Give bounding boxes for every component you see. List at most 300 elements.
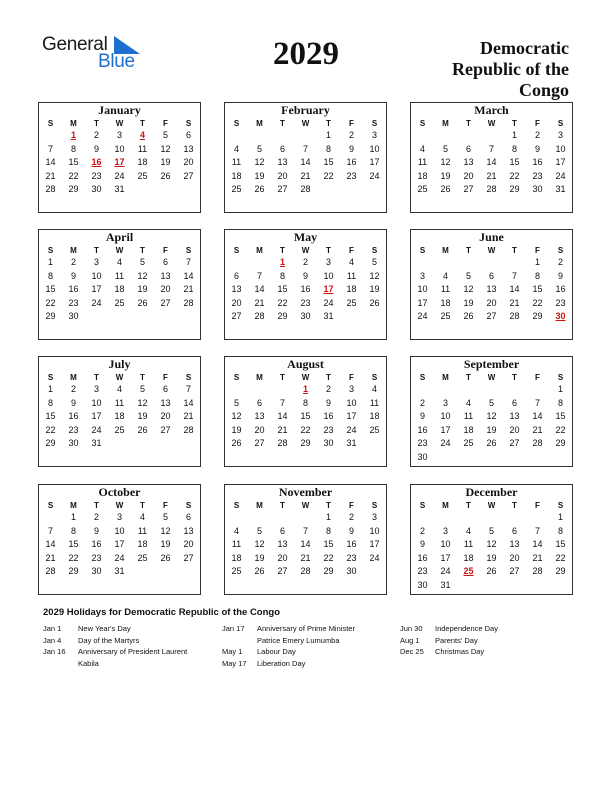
holiday-day-cell: 4 [139, 130, 145, 140]
day-cell: 30 [68, 311, 79, 322]
country-line: Democratic [480, 38, 569, 58]
week-row [39, 270, 200, 284]
day-cell: 20 [486, 297, 497, 308]
day-cell: 14 [486, 157, 497, 168]
weekday-label: F [163, 119, 168, 128]
week-row [39, 511, 200, 525]
day-cell: 20 [277, 552, 288, 563]
day-cell: 25 [231, 566, 242, 577]
day-cell: 23 [68, 297, 79, 308]
day-cell: 31 [323, 311, 334, 322]
holiday-name: Liberation Day [257, 658, 306, 668]
day-cell: 15 [68, 539, 79, 550]
week-row [39, 525, 200, 539]
country-line: Republic of the [452, 59, 569, 79]
day-cell: 13 [183, 143, 194, 154]
day-cell: 6 [465, 143, 471, 154]
day-cell [434, 511, 457, 525]
day-cell: 17 [346, 411, 357, 422]
day-cell: 30 [323, 438, 334, 449]
weekday-label: S [47, 373, 54, 382]
day-cell: 1 [47, 384, 53, 394]
month-may [224, 229, 387, 340]
day-cell: 13 [509, 411, 520, 422]
holiday-entry [222, 635, 402, 647]
week-row [39, 143, 200, 157]
day-cell: 18 [440, 297, 451, 308]
weekday-label: S [233, 501, 240, 510]
day-cell: 16 [346, 539, 357, 550]
day-cell: 3 [325, 257, 331, 267]
day-cell [154, 437, 177, 451]
day-cell: 9 [557, 270, 563, 281]
day-cell: 2 [534, 130, 540, 140]
day-cell: 10 [555, 143, 566, 154]
day-cell: 9 [419, 539, 425, 550]
day-cell: 25 [137, 552, 148, 563]
weekday-label: W [487, 373, 496, 382]
day-cell: 3 [348, 384, 354, 394]
day-cell: 20 [254, 424, 265, 435]
day-cell: 6 [185, 130, 191, 140]
weekday-label: T [140, 119, 145, 128]
day-cell: 30 [417, 451, 428, 462]
day-cell: 27 [160, 297, 171, 308]
day-cell [177, 565, 200, 579]
day-cell: 27 [509, 566, 520, 577]
day-cell [363, 183, 386, 197]
day-cell: 10 [417, 284, 428, 295]
day-cell: 15 [323, 157, 334, 168]
week-row [411, 451, 572, 465]
holiday-day-cell: 17 [323, 284, 334, 295]
day-cell: 18 [231, 552, 242, 563]
day-cell: 27 [277, 184, 288, 195]
day-cell: 23 [68, 424, 79, 435]
weekday-label: S [47, 246, 54, 255]
country-line: Congo [518, 80, 569, 100]
day-cell: 17 [369, 539, 380, 550]
day-cell: 20 [183, 539, 194, 550]
day-cell [503, 383, 526, 397]
day-cell: 11 [114, 270, 125, 281]
holiday-column [43, 623, 223, 669]
day-cell [131, 183, 154, 197]
day-cell: 28 [509, 311, 520, 322]
weekday-label: W [487, 501, 496, 510]
day-cell: 13 [277, 157, 288, 168]
day-cell: 23 [91, 170, 102, 181]
day-cell: 10 [369, 143, 380, 154]
day-cell: 17 [440, 552, 451, 563]
day-cell [480, 256, 503, 270]
day-cell: 1 [70, 512, 76, 522]
day-cell: 25 [114, 297, 125, 308]
weekday-label: W [487, 119, 496, 128]
day-cell: 24 [91, 297, 102, 308]
day-cell: 12 [440, 157, 451, 168]
month-name: July [108, 357, 131, 371]
week-row [411, 156, 572, 170]
day-cell: 21 [254, 297, 265, 308]
day-cell: 2 [419, 525, 425, 536]
day-cell: 18 [463, 424, 474, 435]
day-cell [271, 383, 294, 397]
day-cell: 30 [91, 566, 102, 577]
holiday-entry [43, 623, 223, 635]
day-cell: 19 [137, 284, 148, 295]
day-cell: 21 [486, 170, 497, 181]
day-cell: 22 [68, 552, 79, 563]
holiday-entry [43, 658, 223, 670]
week-row [411, 538, 572, 552]
day-cell: 4 [442, 270, 448, 281]
day-cell: 26 [137, 297, 148, 308]
month-august [224, 356, 387, 467]
week-row [39, 383, 200, 397]
day-cell: 19 [254, 170, 265, 181]
week-row [225, 397, 386, 411]
day-cell [271, 129, 294, 143]
weekday-header [39, 500, 200, 511]
day-cell: 5 [162, 130, 168, 140]
day-cell: 31 [346, 438, 357, 449]
weekday-label: T [140, 373, 145, 382]
day-cell: 7 [47, 525, 53, 536]
day-cell: 28 [532, 566, 543, 577]
day-cell: 28 [45, 566, 56, 577]
day-cell: 10 [91, 270, 102, 281]
weekday-label: T [326, 119, 331, 128]
week-row [225, 565, 386, 579]
day-cell: 5 [256, 525, 262, 536]
day-cell: 11 [231, 157, 242, 168]
holiday-date: Jan 4 [43, 635, 62, 645]
day-cell: 18 [369, 411, 380, 422]
holiday-name: Anniversary of President Laurent [78, 647, 188, 656]
week-row [411, 410, 572, 424]
day-cell: 29 [68, 184, 79, 195]
day-cell: 17 [417, 297, 428, 308]
day-cell: 15 [277, 284, 288, 295]
weekday-label: T [512, 373, 517, 382]
day-cell: 21 [300, 552, 311, 563]
holiday-date: Jun 30 [400, 624, 423, 633]
week-row [411, 424, 572, 438]
day-cell: 1 [47, 257, 53, 267]
day-cell: 20 [463, 170, 474, 181]
day-cell: 2 [348, 130, 354, 140]
weekday-label: W [115, 246, 124, 255]
day-cell: 10 [114, 143, 125, 154]
weekday-label: M [442, 119, 449, 128]
day-cell [154, 310, 177, 324]
day-cell: 2 [302, 257, 308, 267]
day-cell: 14 [45, 157, 56, 168]
day-cell: 21 [183, 284, 194, 295]
holidays-title: 2029 Holidays for Democratic Republic of the Congo [43, 607, 281, 618]
weekday-label: T [94, 373, 99, 382]
day-cell: 20 [277, 170, 288, 181]
day-cell [225, 256, 248, 270]
day-cell [85, 310, 108, 324]
day-cell: 18 [114, 411, 125, 422]
weekday-label: T [280, 119, 285, 128]
week-row [411, 383, 572, 397]
day-cell: 27 [183, 170, 194, 181]
weekday-label: T [140, 246, 145, 255]
day-cell: 8 [302, 397, 308, 408]
weekday-label: F [535, 119, 540, 128]
month-name: February [281, 103, 330, 117]
day-cell: 8 [47, 270, 53, 281]
day-cell: 27 [509, 438, 520, 449]
day-cell: 22 [300, 424, 311, 435]
day-cell [457, 383, 480, 397]
week-row [225, 129, 386, 143]
week-row [225, 552, 386, 566]
month-name: October [98, 485, 141, 499]
week-row [39, 183, 200, 197]
weekday-label: S [371, 501, 378, 510]
holiday-entry [222, 646, 402, 658]
day-cell: 31 [91, 438, 102, 449]
day-cell: 8 [511, 143, 517, 154]
month-name: September [463, 357, 520, 371]
day-cell: 23 [346, 552, 357, 563]
weekday-header [39, 372, 200, 383]
weekday-label: T [280, 501, 285, 510]
day-cell: 3 [371, 130, 377, 140]
weekday-label: W [487, 246, 496, 255]
day-cell: 29 [45, 438, 56, 449]
day-cell: 30 [300, 311, 311, 322]
logo-word-blue: Blue [98, 51, 135, 72]
day-cell: 16 [346, 157, 357, 168]
day-cell: 12 [254, 157, 265, 168]
weekday-label: S [371, 373, 378, 382]
day-cell: 6 [511, 525, 517, 536]
day-cell: 24 [369, 170, 380, 181]
day-cell: 22 [323, 170, 334, 181]
day-cell [411, 511, 434, 525]
weekday-header [225, 118, 386, 129]
day-cell: 28 [183, 297, 194, 308]
day-cell: 5 [139, 257, 145, 267]
day-cell: 12 [160, 143, 171, 154]
day-cell: 25 [137, 170, 148, 181]
day-cell: 14 [183, 397, 194, 408]
week-row [225, 256, 386, 270]
weekday-header [225, 372, 386, 383]
day-cell: 27 [463, 184, 474, 195]
day-cell [457, 129, 480, 143]
day-cell [248, 511, 271, 525]
day-cell [248, 383, 271, 397]
day-cell: 16 [555, 284, 566, 295]
day-cell: 3 [419, 270, 425, 281]
day-cell: 22 [45, 424, 56, 435]
holiday-date [222, 635, 257, 647]
day-cell [248, 256, 271, 270]
day-cell: 5 [442, 143, 448, 154]
day-cell: 14 [532, 411, 543, 422]
weekday-label: S [557, 119, 564, 128]
day-cell: 11 [346, 270, 357, 281]
holiday-name: Anniversary of Prime Minister [257, 624, 355, 633]
day-cell: 15 [45, 284, 56, 295]
day-cell: 31 [114, 184, 125, 195]
holiday-name: Kabila [78, 658, 99, 668]
weekday-label: T [94, 246, 99, 255]
day-cell: 2 [70, 384, 76, 394]
day-cell: 18 [114, 284, 125, 295]
day-cell: 28 [532, 438, 543, 449]
day-cell: 11 [463, 411, 474, 422]
holiday-entry [400, 623, 580, 635]
day-cell [248, 129, 271, 143]
day-cell: 13 [509, 539, 520, 550]
day-cell: 12 [369, 270, 380, 281]
weekday-label: T [280, 373, 285, 382]
weekday-label: S [419, 373, 426, 382]
logo-word-general: General [42, 34, 108, 55]
calendar-year: 2029 [273, 36, 339, 72]
day-cell: 26 [231, 438, 242, 449]
weekday-label: S [233, 119, 240, 128]
day-cell: 26 [137, 424, 148, 435]
day-cell: 7 [47, 143, 53, 154]
day-cell: 13 [231, 284, 242, 295]
month-name: January [98, 103, 141, 117]
weekday-label: S [371, 119, 378, 128]
day-cell: 21 [277, 424, 288, 435]
day-cell: 25 [346, 297, 357, 308]
weekday-label: T [466, 246, 471, 255]
holiday-day-cell: 30 [555, 311, 566, 322]
month-december [410, 484, 573, 595]
day-cell: 8 [534, 270, 540, 281]
day-cell: 4 [233, 143, 239, 154]
day-cell: 18 [137, 539, 148, 550]
day-cell: 9 [348, 143, 354, 154]
day-cell: 6 [511, 397, 517, 408]
day-cell: 7 [256, 270, 262, 281]
day-cell [108, 437, 131, 451]
day-cell [434, 451, 457, 465]
day-cell [434, 383, 457, 397]
day-cell: 10 [91, 397, 102, 408]
day-cell [154, 565, 177, 579]
holiday-day-cell: 16 [91, 157, 102, 168]
month-name: April [105, 230, 134, 244]
holiday-date: May 1 [222, 647, 243, 656]
month-october [38, 484, 201, 595]
week-row [411, 579, 572, 593]
day-cell: 14 [509, 284, 520, 295]
month-name: May [293, 230, 318, 244]
week-row [225, 170, 386, 184]
day-cell: 19 [369, 284, 380, 295]
day-cell: 26 [463, 311, 474, 322]
day-cell: 6 [256, 397, 262, 408]
day-cell [457, 511, 480, 525]
day-cell: 14 [300, 157, 311, 168]
day-cell: 9 [325, 397, 331, 408]
day-cell: 16 [532, 157, 543, 168]
weekday-label: M [256, 501, 263, 510]
month-february [224, 102, 387, 213]
week-row [411, 552, 572, 566]
day-cell: 11 [114, 397, 125, 408]
day-cell: 4 [465, 397, 471, 408]
day-cell: 23 [300, 297, 311, 308]
week-row [411, 256, 572, 270]
day-cell [457, 256, 480, 270]
month-name: November [278, 485, 333, 499]
day-cell: 26 [440, 184, 451, 195]
week-row [225, 511, 386, 525]
day-cell: 3 [442, 525, 448, 536]
week-row [411, 183, 572, 197]
day-cell: 18 [417, 170, 428, 181]
day-cell: 17 [555, 157, 566, 168]
weekday-label: T [326, 501, 331, 510]
day-cell: 12 [160, 525, 171, 536]
day-cell: 31 [114, 566, 125, 577]
day-cell: 7 [185, 257, 191, 267]
day-cell: 22 [509, 170, 520, 181]
day-cell: 7 [302, 525, 308, 536]
week-row [39, 437, 200, 451]
day-cell [480, 579, 503, 593]
week-row [39, 156, 200, 170]
week-row [411, 511, 572, 525]
day-cell: 29 [532, 311, 543, 322]
week-row [225, 410, 386, 424]
week-row [39, 129, 200, 143]
day-cell [503, 511, 526, 525]
weekday-label: M [256, 246, 263, 255]
weekday-label: S [233, 373, 240, 382]
day-cell: 3 [116, 512, 122, 522]
day-cell: 9 [302, 270, 308, 281]
day-cell: 20 [160, 284, 171, 295]
day-cell: 22 [555, 552, 566, 563]
day-cell: 19 [254, 552, 265, 563]
week-row [39, 552, 200, 566]
week-row [39, 538, 200, 552]
day-cell: 13 [160, 270, 171, 281]
day-cell [503, 256, 526, 270]
week-row [411, 525, 572, 539]
day-cell [503, 579, 526, 593]
day-cell: 9 [534, 143, 540, 154]
day-cell: 29 [277, 311, 288, 322]
week-row [225, 538, 386, 552]
week-row [225, 283, 386, 297]
day-cell: 12 [486, 411, 497, 422]
weekday-label: T [94, 501, 99, 510]
day-cell: 4 [419, 143, 425, 154]
day-cell: 18 [231, 170, 242, 181]
day-cell: 25 [369, 424, 380, 435]
day-cell: 19 [486, 552, 497, 563]
day-cell: 23 [323, 424, 334, 435]
day-cell: 8 [70, 525, 76, 536]
day-cell: 15 [45, 411, 56, 422]
day-cell: 15 [509, 157, 520, 168]
